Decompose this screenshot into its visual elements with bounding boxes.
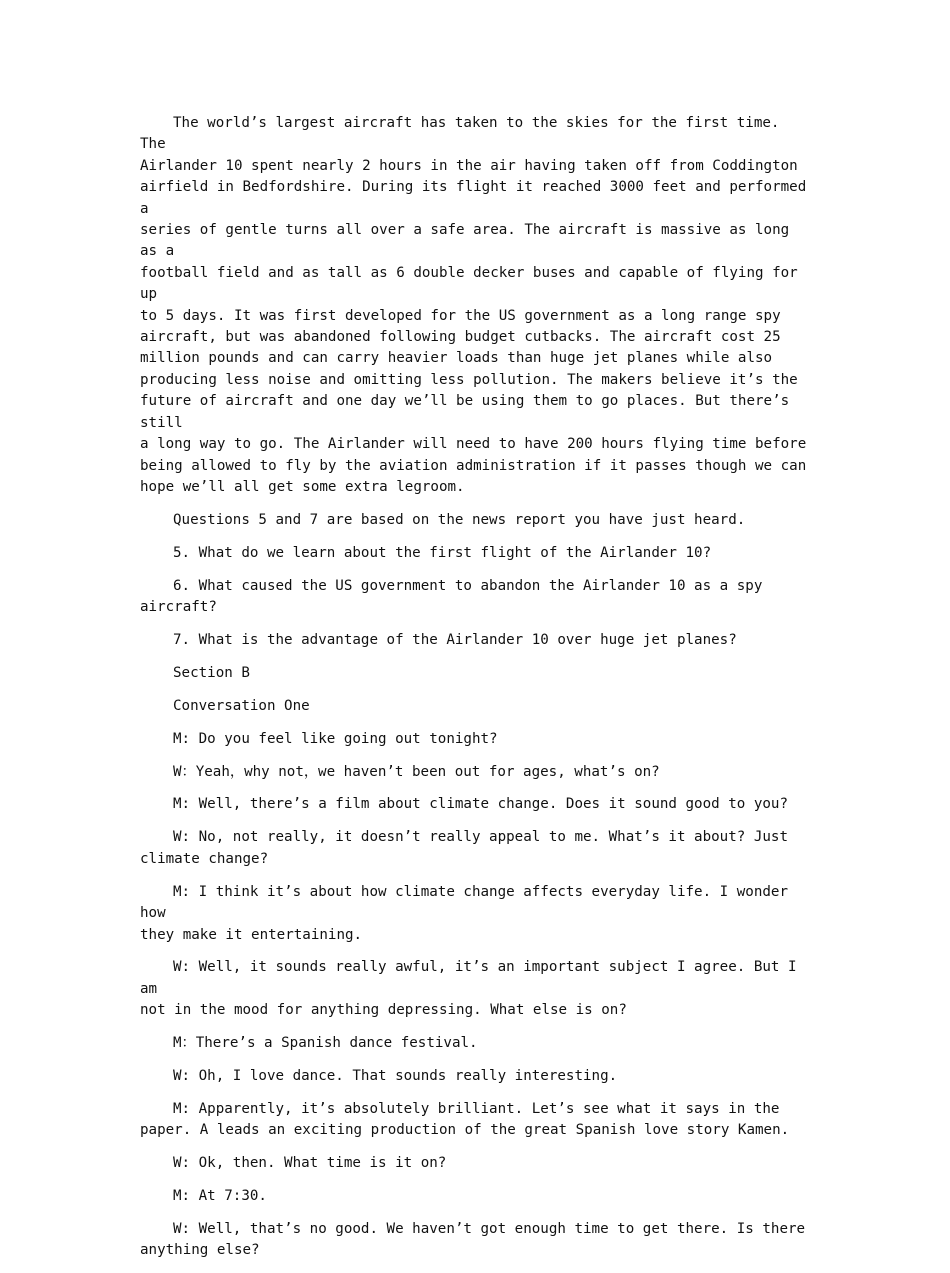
dialogue-line: W: No, not really, it doesn’t really appeal to me. What’s it about? Just climate change? — [140, 829, 788, 867]
dialogue-line: W：Yeah，why not，we haven’t been out for ages, what’s on? — [173, 763, 660, 780]
dialogue-line: W: Well, that’s no good. We haven’t got enough time to get there. Is there anything else? — [140, 1221, 806, 1259]
dialogue-line: M：There’s a Spanish dance festival. — [173, 1035, 478, 1052]
dialogue-line: W: Oh, I love dance. That sounds really interesting. — [173, 1068, 618, 1085]
dialogue-line: M: At 7:30. — [173, 1188, 267, 1205]
section-heading: Section B — [173, 664, 250, 681]
dialogue-line: M: I think it’s about how climate change affects everyday life. I wonder how they make it entertaining. — [140, 883, 788, 943]
dialogue-line: M: Well, there’s a film about climate change. Does it sound good to you? — [173, 796, 788, 813]
question-5: 5. What do we learn about the first flight of the Airlander 10? — [173, 544, 712, 561]
dialogue-line: W: Ok, then. What time is it on? — [173, 1155, 447, 1172]
dialogue-line: M: Apparently, it’s absolutely brilliant. Let’s see what it says in the paper. A leads an exciting production of the great Spanish love story Kamen. — [140, 1100, 790, 1139]
question-6: 6. What caused the US government to abandon the Airlander 10 as a spy aircraft? — [140, 577, 763, 616]
news-report-paragraph: The world’s largest aircraft has taken to the skies for the first time. The Airlander 10 spent nearly 2 hours in the air having taken off from Coddington airfield in Bedfordshire. During its flight it reached 3000 feet and performed a series of gentle turns all over a safe area. The aircraft is massive as long as a football field and as tall as 6 double decker buses and capable of flying for up to 5 days. It was first developed for the US government as a long range spy aircraft, but was abandoned following budget cutbacks. The aircraft cost 25 million pounds and can carry heavier loads than huge jet planes while also producing less noise and omitting less pollution. The makers believe it’s the future of aircraft and one day we’ll be using them to go places. But there’s still a long way to go. The Airlander will need to have 200 hours flying time before being allowed to fly by the aviation administration if it passes though we can hope we’ll all get some extra legroom. — [140, 115, 807, 495]
dialogue-line: W: Well, it sounds really awful, it’s an important subject I agree. But I am not in the mood for anything depressing. What else is on? — [140, 959, 797, 1019]
document-body — [140, 113, 810, 1273]
dialogue-line: M: Do you feel like going out tonight? — [173, 730, 498, 747]
conversation-heading: Conversation One — [173, 697, 310, 714]
questions-intro: Questions 5 and 7 are based on the news report you have just heard. — [173, 511, 746, 528]
question-7: 7. What is the advantage of the Airlander 10 over huge jet planes? — [173, 631, 737, 648]
